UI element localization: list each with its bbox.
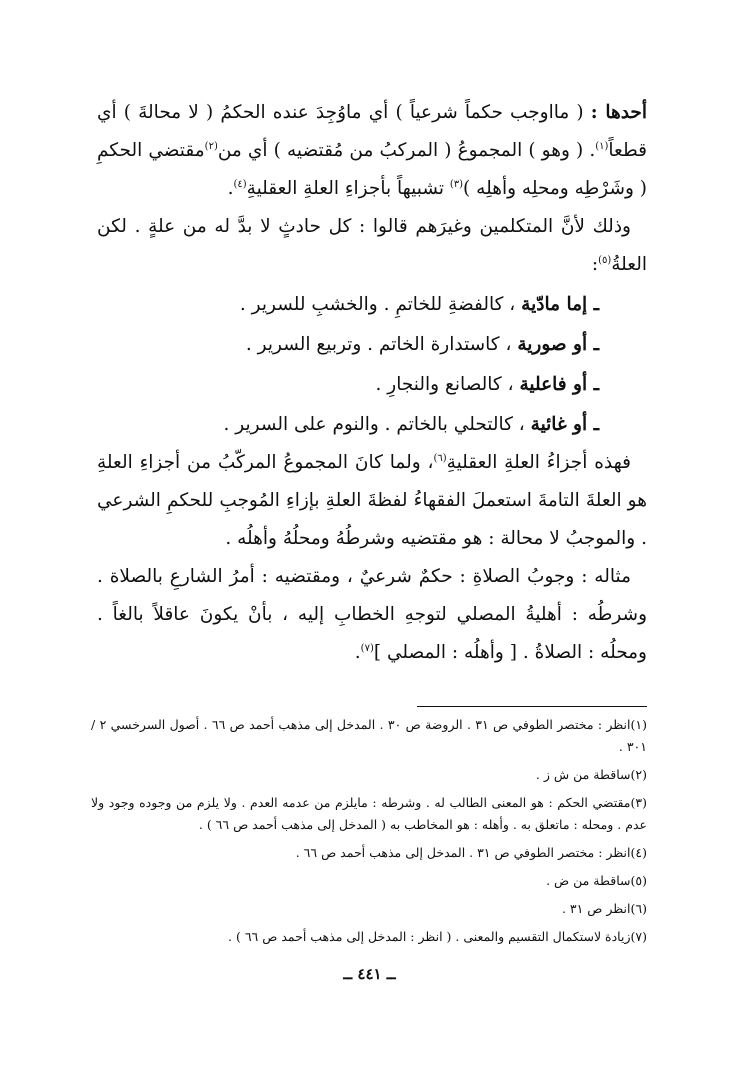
footnote-number: (٣)	[630, 795, 647, 810]
footnote	[91, 926, 647, 948]
footnote-text: ساقطة من ض .	[546, 873, 631, 888]
footnote	[91, 792, 647, 836]
item-lead: ـ إما مادّية	[521, 294, 599, 315]
paragraph-3	[97, 444, 647, 558]
footnote-number: (٢)	[630, 767, 647, 782]
footnote-ref: (٣)	[449, 178, 464, 190]
footnote-number: (١)	[630, 717, 648, 732]
footnote-ref: (١)	[595, 140, 609, 152]
text-run: [ وأهلُه : المصلي ]	[373, 642, 523, 663]
text-run: وذلك لأنَّ المتكلمين وغيرَهم قالوا : كل حادثٍ لا بدَّ له من علةٍ . لكن العلةُ	[97, 216, 647, 275]
footnote-text: مقتضي الحكم : هو المعنى الطالب له . وشرطه : مايلزم من عدمه العدم . ولا يلزم من وجوده وجود ولا عدم . ومحله : ماتعلق به . وأهله : هو المخاطب به ( المدخل إلى مذهب أحمد ص ٦٦ ) .	[91, 795, 647, 832]
footnote-ref: (٧)	[360, 642, 374, 654]
footnote	[91, 764, 647, 786]
text-run: . ( وهو ) المجموعُ ( المركبُ من مُقتضيه ) أي من	[217, 140, 596, 161]
paragraph-1	[97, 94, 647, 208]
paragraph-4	[97, 558, 647, 672]
text-run: تشبيهاً بأجزاءِ العلةِ العقليةِ	[246, 178, 450, 199]
footnote-text: انظر : مختصر الطوفي ص ٣١ . الروضة ص ٣٠ . المدخل إلى مذهب أحمد ص ٦٦ . أصول السرخسي ٢ / ٣٠١ .	[91, 717, 647, 754]
footnote-number: (٤)	[630, 845, 647, 860]
footnotes	[91, 714, 647, 954]
item-text: ، كاستدارة الخاتم . وتربيع السرير .	[245, 334, 518, 355]
footnote-ref: (٢)	[204, 140, 218, 152]
footnote-ref: (٤)	[233, 178, 247, 190]
list-item	[97, 326, 647, 364]
footnote	[91, 870, 647, 892]
item-lead: ـ أو فاعلية	[519, 374, 599, 395]
text-run: :	[591, 254, 599, 275]
list-item	[97, 406, 647, 444]
footnote-separator	[417, 706, 647, 707]
main-text	[97, 94, 647, 672]
footnote	[91, 898, 647, 920]
text-run: فهذه أجزاءُ العلةِ العقليةِ	[446, 452, 631, 473]
footnote-text: ساقطة من ش ز .	[535, 767, 631, 782]
text-run: .	[354, 642, 361, 663]
text-run: ، ولما كانَ المجموعُ المركّبُ من أجزاءِ العلةِ هو العلةَ التامةَ استعملَ الفقهاءُ لفظةَ العلةِ بإزاءِ المُوجبِ للحكمِ الشرعي . والموجبُ لا محالة : هو مقتضيه وشرطُهُ ومحلُهُ وأهلُه .	[97, 452, 647, 549]
list-item	[97, 286, 647, 324]
footnote	[91, 842, 647, 864]
paragraph-2	[97, 208, 647, 284]
item-text: ، كالصانع والنجارِ .	[375, 374, 520, 395]
lead-word: أحدها :	[590, 102, 647, 123]
item-lead: ـ أو صورية	[517, 334, 599, 355]
footnote	[91, 714, 647, 758]
text-run: مثاله : وجوبُ الصلاةِ : حكمٌ شرعيٌ ، ومقتضيه : أمرُ الشارعِ بالصلاة . وشرطُه : أهليةُ المصلي لتوجهِ الخطابِ إليه ، بأنْ يكونَ عاقلاً بالغاً . ومحلُه : الصلاةُ .	[97, 566, 647, 663]
item-text: ، كالتحلي بالخاتم . والنوم على السرير .	[223, 414, 531, 435]
footnote-number: (٦)	[630, 901, 647, 916]
text-run: ( مااوجب حكماً شرعياً ) أي ماوُجِدَ عنده الحكمُ ( لا محالةَ ) أي قطعاً	[97, 102, 647, 161]
item-lead: ـ أو غائية	[530, 414, 599, 435]
footnote-text: انظر : مختصر الطوفي ص ٣١ . المدخل إلى مذهب أحمد ص ٦٦ .	[295, 845, 631, 860]
footnote-number: (٧)	[630, 929, 647, 944]
footnote-text: زيادة لاستكمال التقسيم والمعنى . ( انظر : المدخل إلى مذهب أحمد ص ٦٦ ) .	[228, 929, 631, 944]
footnote-ref: (٥)	[598, 254, 612, 266]
footnote-text: انظر ص ٣١ .	[561, 901, 631, 916]
list-item	[97, 366, 647, 404]
item-text: ، كالفضةِ للخاتمِ . والخشبِ للسرير .	[239, 294, 522, 315]
text-run: .	[227, 178, 234, 199]
footnote-ref: (٦)	[433, 452, 447, 464]
page-number: ــ ٤٤١ ــ	[343, 965, 396, 983]
text-run: مقتضي الحكمِ ( وشَرْطِه ومحلِه وأهلِه )	[97, 140, 647, 199]
footnote-number: (٥)	[630, 873, 647, 888]
